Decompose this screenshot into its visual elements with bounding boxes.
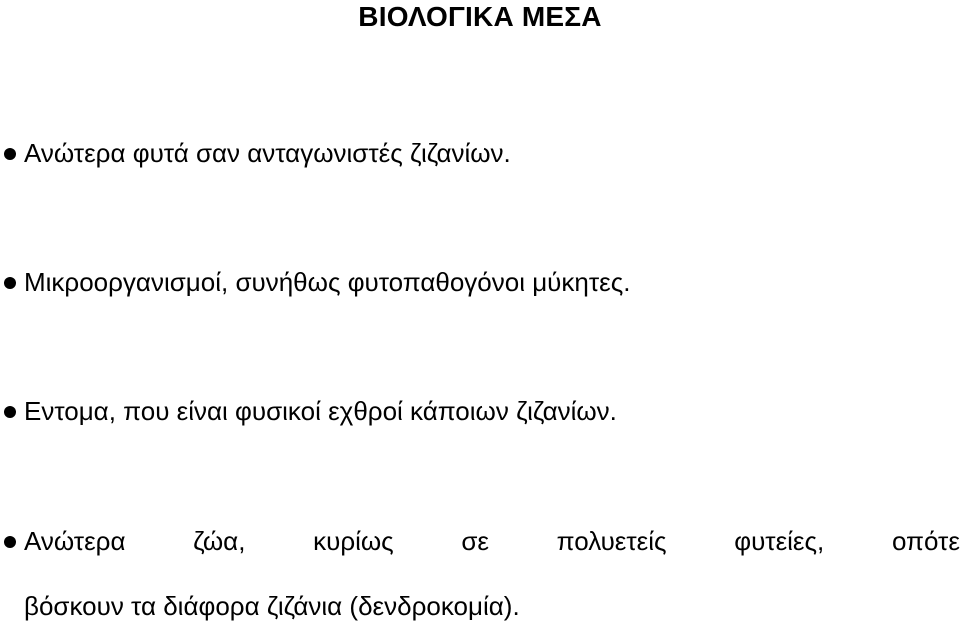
bullet-text: Ανώτερα φυτά σαν ανταγωνιστές ζιζανίων. <box>24 138 511 168</box>
bullet-dot-icon <box>4 536 16 548</box>
bullet-word: κυρίως <box>313 526 394 556</box>
bullet-text: Εντομα, που είναι φυσικοί εχθροί κάποιων ζιζανίων. <box>24 396 617 426</box>
bullet-text-line-1 <box>24 525 960 557</box>
bullet-text-line-2: βόσκουν τα διάφορα ζιζάνια (δενδροκομία). <box>24 591 520 621</box>
bullet-dot-icon <box>4 406 16 418</box>
slide-title: ΒΙΟΛΟΓΙΚΑ ΜΕΣΑ <box>358 1 602 32</box>
bullet-word: ζώα, <box>193 526 246 556</box>
bullet-word: οπότε <box>891 526 960 556</box>
bullet-word: Ανώτερα <box>24 526 126 556</box>
bullet-dot-icon <box>4 148 16 160</box>
bullet-text: Μικροοργανισμοί, συνήθως φυτοπαθογόνοι μύκητες. <box>24 267 631 297</box>
bullet-word: πολυετείς <box>556 526 667 556</box>
bullet-word: σε <box>461 526 490 556</box>
bullet-word: φυτείες, <box>734 526 825 556</box>
bullet-dot-icon <box>4 277 16 289</box>
